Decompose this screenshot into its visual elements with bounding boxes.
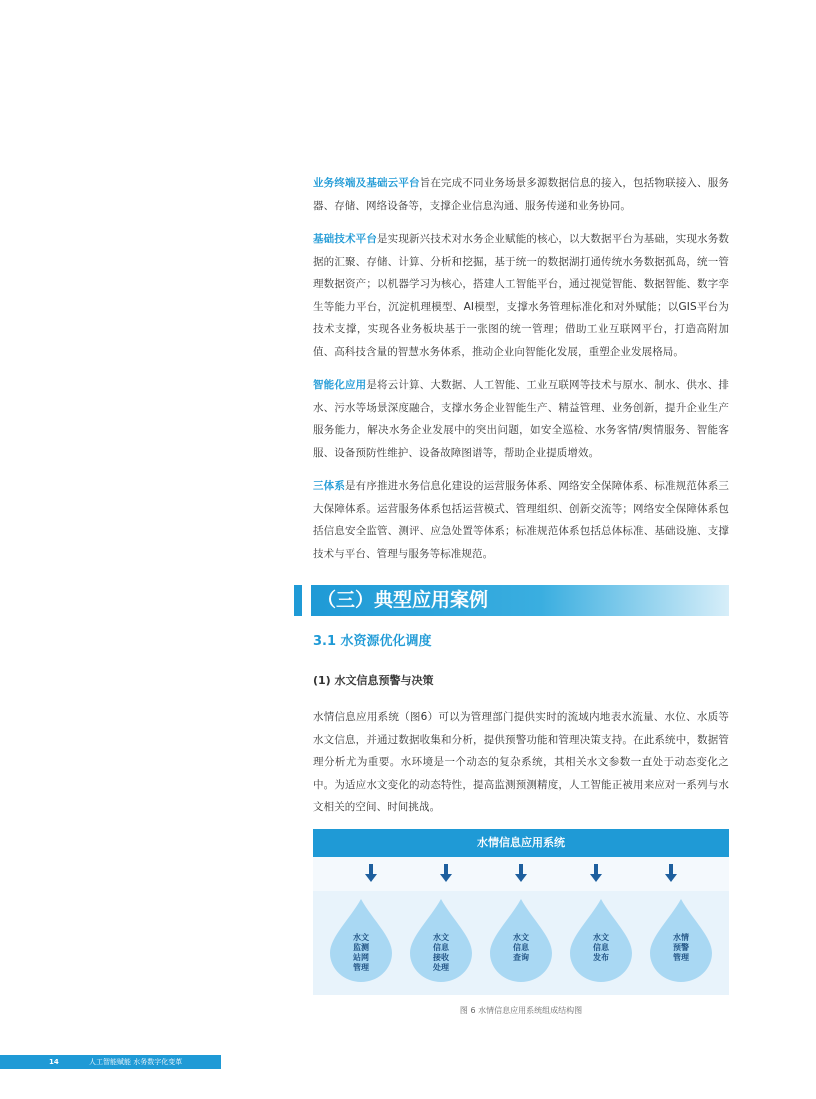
paragraph-tech-platform	[313, 228, 729, 363]
highlight-term: 智能化应用	[313, 379, 367, 391]
sub-heading: (1) 水文信息预警与决策	[313, 674, 434, 687]
down-arrow-icon	[440, 864, 452, 884]
drop-label: 水文 信息 发布	[593, 933, 609, 962]
arrow-row	[313, 857, 729, 891]
paragraph-smart-apps	[313, 374, 729, 464]
water-drop-node	[408, 897, 474, 983]
figure-caption: 图 6 水情信息应用系统组成结构图	[459, 1006, 583, 1015]
down-arrow-icon	[590, 864, 602, 884]
water-drop-node	[488, 897, 554, 983]
page-number: 14	[49, 1058, 59, 1066]
section-header	[294, 585, 729, 616]
section-marker	[294, 585, 302, 616]
highlight-term: 三体系	[313, 480, 346, 492]
system-diagram	[313, 829, 729, 995]
drop-row	[313, 897, 729, 983]
intro-paragraphs	[313, 172, 729, 576]
footer-title: 人工智能赋能 水务数字化变革	[89, 1058, 183, 1066]
paragraph-text: 是有序推进水务信息化建设的运营服务体系、网络安全保障体系、标准规范体系三大保障体系。运营服务体系包括运营模式、管理组织、创新交流等；网络安全保障体系包括信息安全监管、测评、应急处置等体系；标准规范体系包括总体标准、基础设施、支撑技术与平台、管理与服务等标准规范。	[313, 480, 729, 560]
paragraph-three-systems	[313, 475, 729, 565]
paragraph-text: 是实现新兴技术对水务企业赋能的核心，以大数据平台为基础，实现水务数据的汇聚、存储、计算、分析和挖掘，基于统一的数据湖打通传统水务数据孤岛，统一管理数据资产；以机器学习为核心，搭建人工智能平台，通过视觉智能、数据智能、数字孪生等能力平台，沉淀机理模型、AI模型，支撑水务管理标准化和对外赋能；以GIS平台为技术支撑，实现各业务板块基于一张图的统一管理；借助工业互联网平台，打造高附加值、高科技含量的智慧水务体系，推动企业向智能化发展，重塑企业发展格局。	[313, 233, 729, 358]
diagram-title: 水情信息应用系统	[313, 829, 729, 857]
water-drop-node	[648, 897, 714, 983]
drop-label: 水情 预警 管理	[673, 933, 689, 962]
body-paragraph: 水情信息应用系统（图6）可以为管理部门提供实时的流域内地表水流量、水位、水质等水文信息，并通过数据收集和分析，提供预警功能和管理决策支持。在此系统中，数据管理分析尤为重要。水环境是一个动态的复杂系统，其相关水文参数一直处于动态变化之中。为适应水文变化的动态特性，提高监测预测精度，人工智能正被用来应对一系列与水文相关的空间、时间挑战。	[313, 711, 729, 813]
paragraph-text: 是将云计算、大数据、人工智能、工业互联网等技术与原水、制水、供水、排水、污水等场景深度融合，支撑水务企业智能生产、精益管理、业务创新，提升企业生产服务能力，解决水务企业发展中的突出问题，如安全巡检、水务客情/舆情服务、智能客服、设备预防性维护、设备故障图谱等，帮助企业提质增效。	[313, 379, 729, 459]
highlight-term: 业务终端及基础云平台	[313, 177, 420, 189]
drop-label: 水文 监测 站网 管理	[353, 933, 369, 972]
page-footer	[0, 1055, 221, 1069]
down-arrow-icon	[665, 864, 677, 884]
paragraph-business-terminal	[313, 172, 729, 217]
water-drop-node	[328, 897, 394, 983]
drop-label: 水文 信息 接收 处理	[433, 933, 449, 972]
down-arrow-icon	[365, 864, 377, 884]
down-arrow-icon	[515, 864, 527, 884]
paragraph-text: 旨在完成不同业务场景多源数据信息的接入，包括物联接入、服务器、存储、网络设备等，支撑企业信息沟通、服务传递和业务协同。	[313, 177, 729, 212]
subsection-title: 3.1 水资源优化调度	[313, 634, 432, 649]
section-title: （三）典型应用案例	[311, 585, 729, 616]
water-drop-node	[568, 897, 634, 983]
drop-label: 水文 信息 查询	[513, 933, 529, 962]
body-text	[313, 706, 729, 830]
highlight-term: 基础技术平台	[313, 233, 378, 245]
